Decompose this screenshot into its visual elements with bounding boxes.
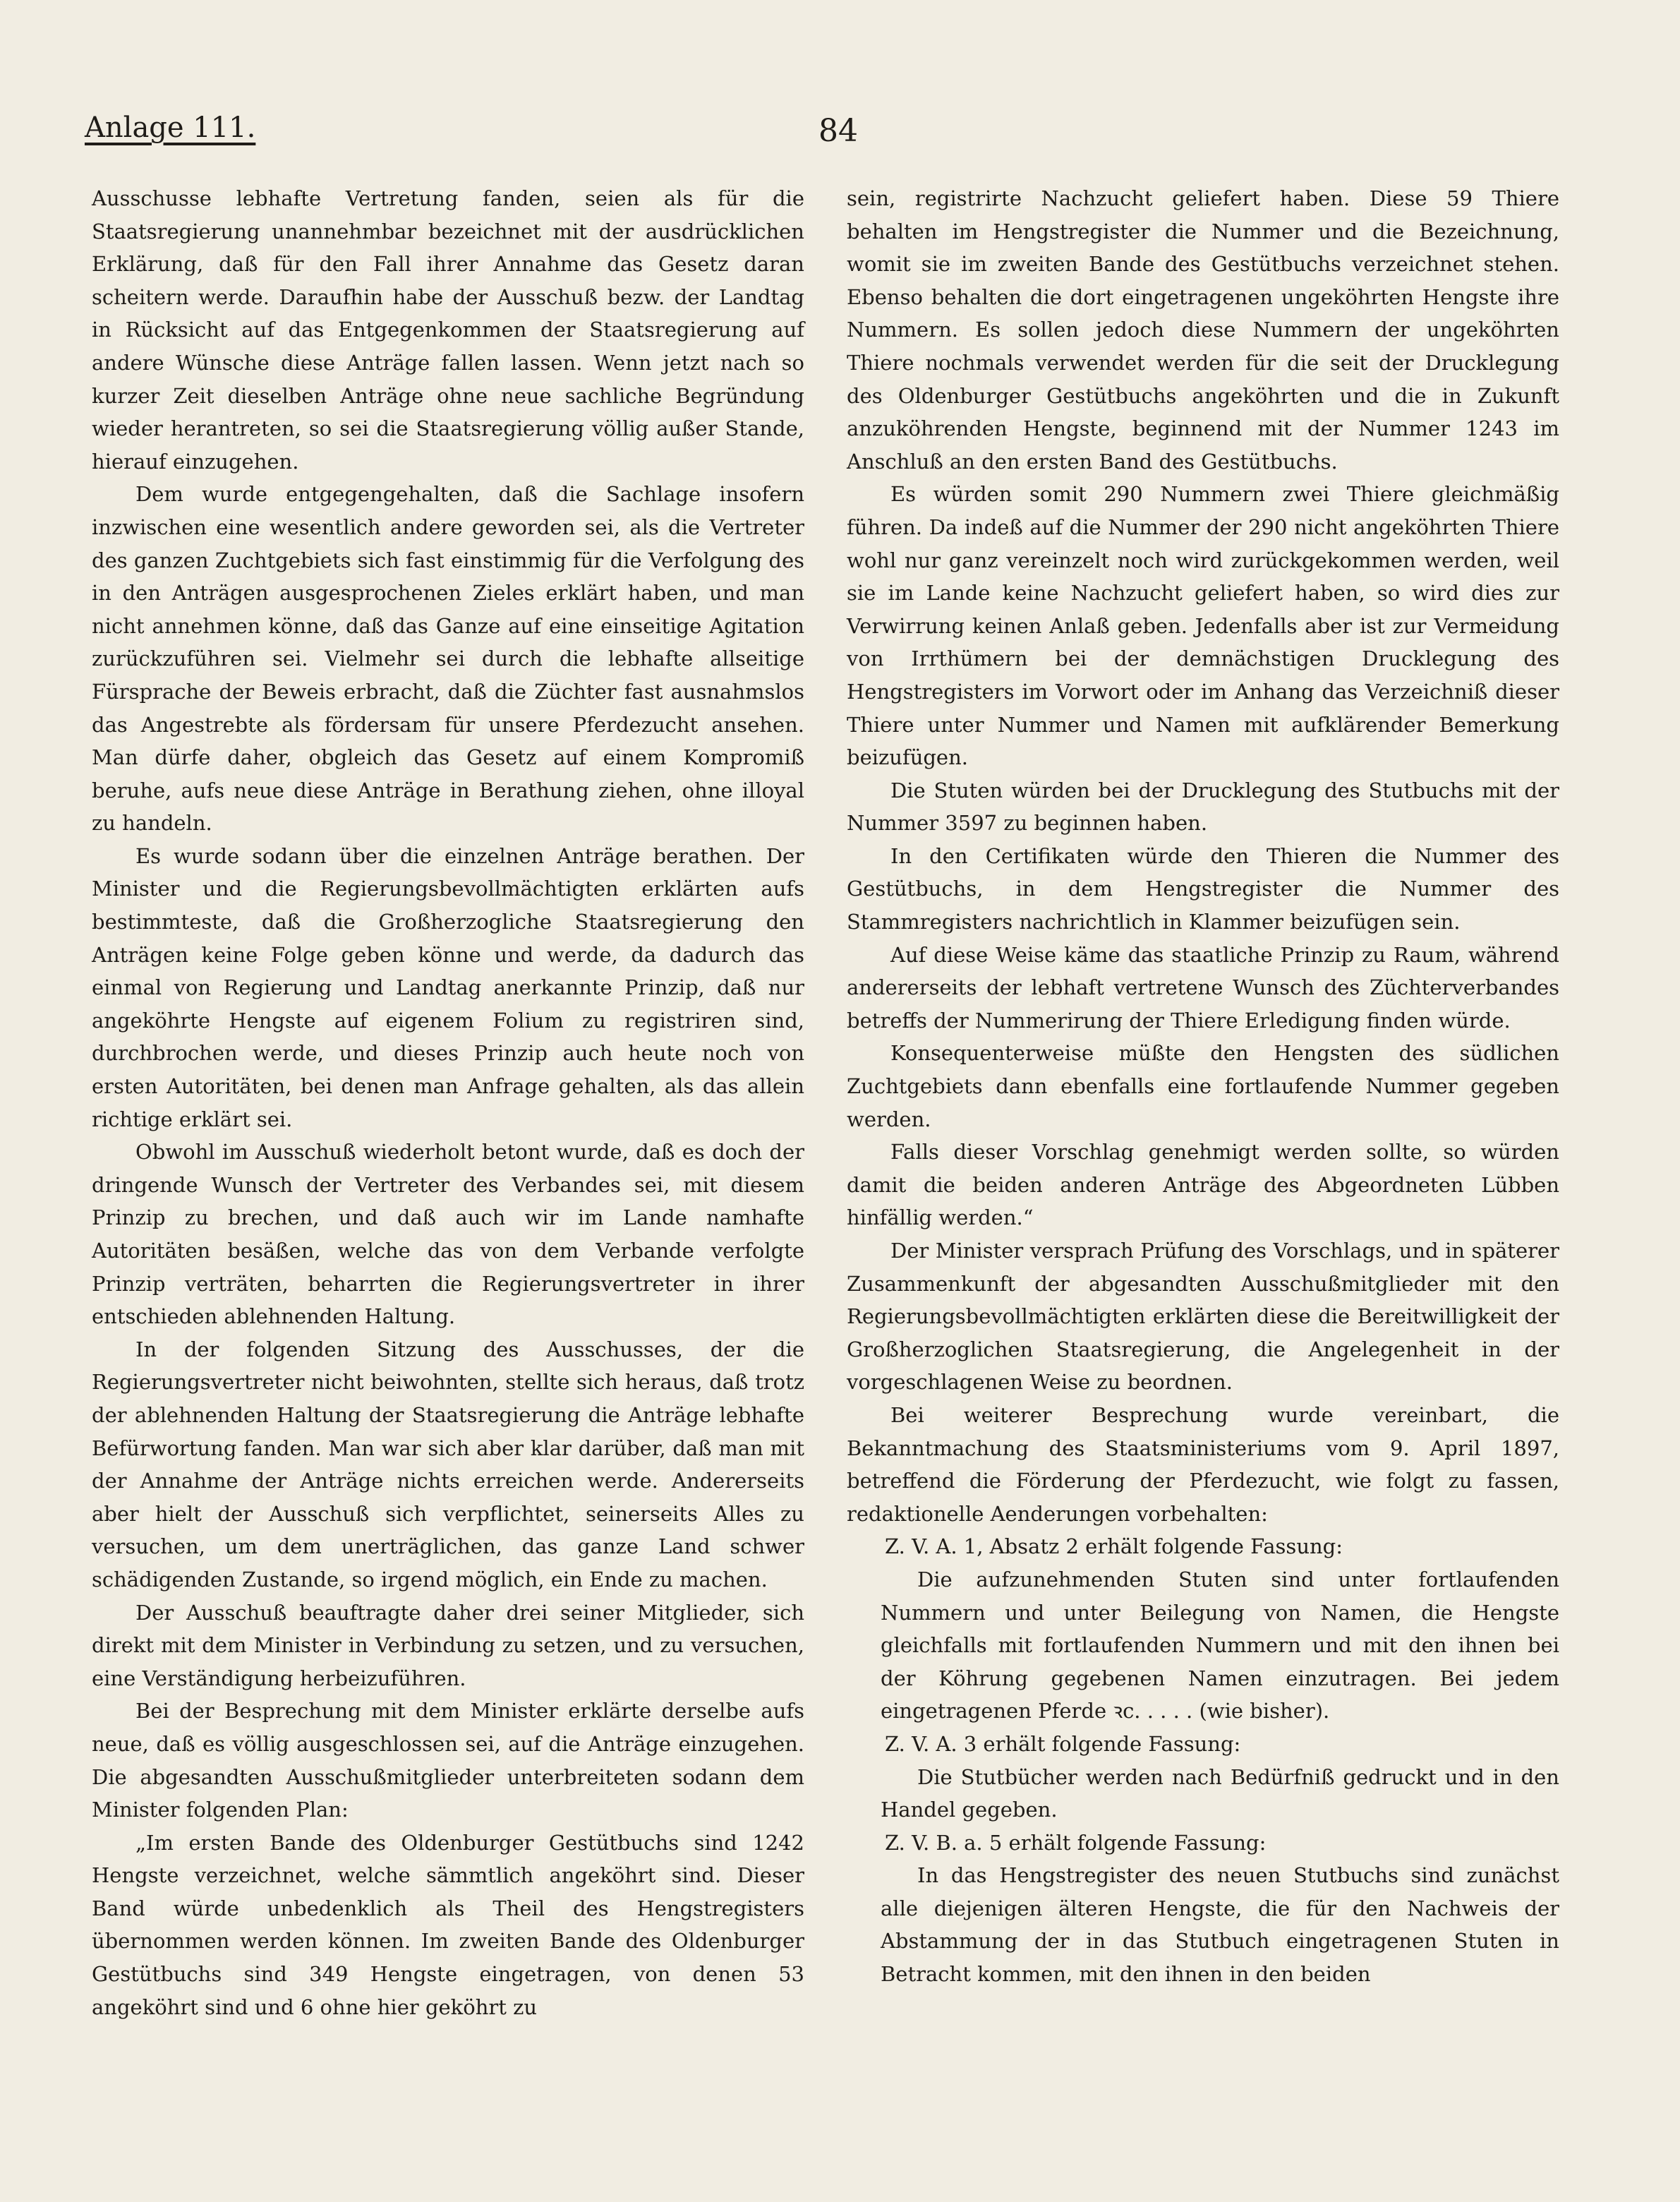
paragraph: In das Hengstregister des neuen Stutbuchs sind zunächst alle diejenigen älteren Hengste, die für den Nachweis der Abstammung der in das Stutbuch eingetragenen Stuten in Betracht kommen, mit den ihnen in den beiden bbox=[881, 1863, 1559, 1987]
left-column bbox=[92, 182, 804, 2023]
paragraph: Bei der Besprechung mit dem Minister erklärte derselbe aufs neue, daß es völlig ausgeschlossen sei, auf die Anträge einzugehen. Die abgesandten Ausschußmitglieder unterbreiteten sodann dem Minister folgenden Plan: bbox=[92, 1699, 804, 1822]
paragraph: Z. V. A. 3 erhält folgende Fassung: bbox=[885, 1731, 1241, 1756]
paragraph: Es wurde sodann über die einzelnen Anträge berathen. Der Minister und die Regierungsbevollmächtigten erklärten aufs bestimmteste, daß die Großherzogliche Staatsregierung den Anträgen keine Folge geben könne und werde, da dadurch das einmal von Regierung und Landtag anerkannte Prinzip, daß nur angeköhrte Hengste auf eigenem Folium zu registriren sind, durchbrochen werde, und dieses Prinzip auch heute noch von ersten Autoritäten, bei denen man Anfrage gehalten, als das allein richtige erklärt sei. bbox=[92, 843, 804, 1131]
paragraph: Die Stutbücher werden nach Bedürfniß gedruckt und in den Handel gegeben. bbox=[881, 1764, 1559, 1822]
paragraph: Obwohl im Ausschuß wiederholt betont wurde, daß es doch der dringende Wunsch der Vertreter des Verbandes sei, mit diesem Prinzip zu brechen, und daß auch wir im Lande namhafte Autoritäten besäßen, welche das von dem Verbande verfolgte Prinzip verträten, beharrten die Regierungsvertreter in ihrer entschieden ablehnenden Haltung. bbox=[92, 1140, 804, 1329]
paragraph: Die Stuten würden bei der Drucklegung des Stutbuchs mit der Nummer 3597 zu beginnen haben. bbox=[847, 778, 1559, 836]
paragraph: Z. V. B. a. 5 erhält folgende Fassung: bbox=[885, 1830, 1267, 1855]
paragraph: Dem wurde entgegengehalten, daß die Sachlage insofern inzwischen eine wesentlich andere geworden sei, als die Vertreter des ganzen Zuchtgebiets sich fast einstimmig für die Verfolgung des in den Anträgen ausgesprochenen Zieles erklärt haben, und man nicht annehmen könne, daß das Ganze auf eine einseitige Agitation zurückzuführen sei. Vielmehr sei durch die lebhafte allseitige Fürsprache der Beweis erbracht, daß die Züchter fast ausnahmslos das Angestrebte als fördersam für unsere Pferdezucht ansehen. Man dürfe daher, obgleich das Gesetz auf einem Kompromiß beruhe, aufs neue diese Anträge in Berathung ziehen, ohne illoyal zu handeln. bbox=[92, 482, 804, 836]
paragraph: Ausschusse lebhafte Vertretung fanden, seien als für die Staatsregierung unannehmbar bezeichnet mit der ausdrücklichen Erklärung, daß für den Fall ihrer Annahme das Gesetz daran scheitern werde. Daraufhin habe der Ausschuß bezw. der Landtag in Rücksicht auf das Entgegenkommen der Staatsregierung auf andere Wünsche diese Anträge fallen lassen. Wenn jetzt nach so kurzer Zeit dieselben Anträge ohne neue sachliche Begründung wieder herantreten, so sei die Staatsregierung völlig außer Stande, hierauf einzugehen. bbox=[92, 186, 804, 474]
paragraph: sein, registrirte Nachzucht geliefert haben. Diese 59 Thiere behalten im Hengstregister die Nummer und die Bezeichnung, womit sie im zweiten Bande des Gestütbuchs verzeichnet stehen. Ebenso behalten die dort eingetragenen ungeköhrten Hengste ihre Nummern. Es sollen jedoch diese Nummern der ungeköhrten Thiere nochmals verwendet werden für die seit der Drucklegung des Oldenburger Gestütbuchs angeköhrten und die in Zukunft anzuköhrenden Hengste, beginnend mit der Nummer 1243 im Anschluß an den ersten Band des Gestütbuchs. bbox=[847, 186, 1559, 474]
paragraph: „Im ersten Bande des Oldenburger Gestütbuchs sind 1242 Hengste verzeichnet, welche sämmtlich angeköhrt sind. Dieser Band würde unbedenklich als Theil des Hengstregisters übernommen werden können. Im zweiten Bande des Oldenburger Gestütbuchs sind 349 Hengste eingetragen, von denen 53 angeköhrt sind und 6 ohne hier geköhrt zu bbox=[92, 1830, 804, 2019]
paragraph: Auf diese Weise käme das staatliche Prinzip zu Raum, während andererseits der lebhaft vertretene Wunsch des Züchterverbandes betreffs der Nummerirung der Thiere Erledigung finden würde. bbox=[847, 942, 1559, 1033]
paragraph: Bei weiterer Besprechung wurde vereinbart, die Bekanntmachung des Staatsministeriums vom 9. April 1897, betreffend die Förderung der Pferdezucht, wie folgt zu fassen, redaktionelle Aenderungen vorbehalten: bbox=[847, 1402, 1559, 1526]
page-number: 84 bbox=[818, 113, 858, 149]
paragraph: In den Certifikaten würde den Thieren die Nummer des Gestütbuchs, in dem Hengstregister die Nummer des Stammregisters nachrichtlich in Klammer beizufügen sein. bbox=[847, 843, 1559, 934]
paragraph: Z. V. A. 1, Absatz 2 erhält folgende Fassung: bbox=[885, 1534, 1343, 1559]
annex-label: Anlage 111. bbox=[85, 112, 256, 144]
paragraph: Es würden somit 290 Nummern zwei Thiere gleichmäßig führen. Da indeß auf die Nummer der 290 nicht angeköhrten Thiere wohl nur ganz vereinzelt noch wird zurückgekommen werden, weil sie im Lande keine Nachzucht geliefert haben, so wird dies zur Verwirrung keinen Anlaß geben. Jedenfalls aber ist zur Vermeidung von Irrthümern bei der demnächstigen Drucklegung des Hengstregisters im Vorwort oder im Anhang das Verzeichniß dieser Thiere unter Nummer und Namen mit aufklärender Bemerkung beizufügen. bbox=[847, 482, 1559, 770]
paragraph: Die aufzunehmenden Stuten sind unter fortlaufenden Nummern und unter Beilegung von Namen, die Hengste gleichfalls mit fortlaufenden Nummern und mit den ihnen bei der Köhrung gegebenen Namen einzutragen. Bei jedem eingetragenen Pferde ꝛc. . . . . (wie bisher). bbox=[881, 1567, 1559, 1723]
paragraph: Der Ausschuß beauftragte daher drei seiner Mitglieder, sich direkt mit dem Minister in Verbindung zu setzen, und zu versuchen, eine Verständigung herbeizuführen. bbox=[92, 1600, 804, 1690]
right-column bbox=[847, 182, 1559, 1991]
paragraph: Konsequenterweise müßte den Hengsten des südlichen Zuchtgebiets dann ebenfalls eine fortlaufende Nummer gegeben werden. bbox=[847, 1041, 1559, 1131]
paragraph: Falls dieser Vorschlag genehmigt werden sollte, so würden damit die beiden anderen Anträge des Abgeordneten Lübben hinfällig werden.“ bbox=[847, 1140, 1559, 1230]
paragraph: Der Minister versprach Prüfung des Vorschlags, und in späterer Zusammenkunft der abgesandten Ausschußmitglieder mit den Regierungsbevollmächtigten erklärten diese die Bereitwilligkeit der Großherzoglichen Staatsregierung, die Angelegenheit in der vorgeschlagenen Weise zu beordnen. bbox=[847, 1239, 1559, 1395]
paragraph: In der folgenden Sitzung des Ausschusses, der die Regierungsvertreter nicht beiwohnten, stellte sich heraus, daß trotz der ablehnenden Haltung der Staatsregierung die Anträge lebhafte Befürwortung fanden. Man war sich aber klar darüber, daß man mit der Annahme der Anträge nichts erreichen werde. Andererseits aber hielt der Ausschuß sich verpflichtet, seinerseits Alles zu versuchen, um dem unerträglichen, das ganze Land schwer schädigenden Zustande, so irgend möglich, ein Ende zu machen. bbox=[92, 1337, 804, 1592]
